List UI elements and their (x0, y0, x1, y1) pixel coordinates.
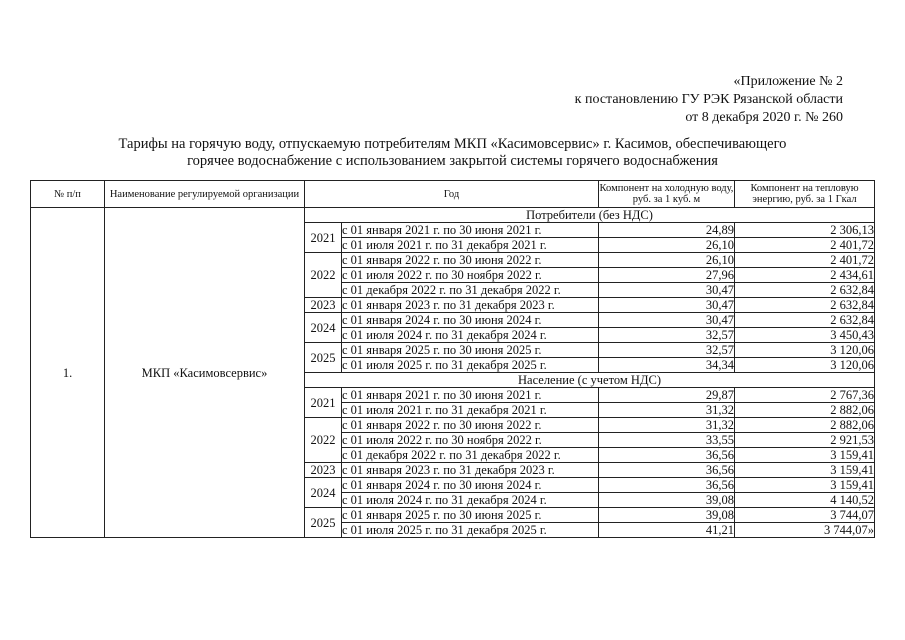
col-header-num: № п/п (31, 181, 105, 208)
title-line-1: Тарифы на горячую воду, отпускаемую потребителям МКП «Касимовсервис» г. Касимов, обеспечивающего (118, 136, 787, 152)
heat-energy-cell: 3 120,06 (735, 343, 875, 358)
period-cell: с 01 декабря 2022 г. по 31 декабря 2022 г. (342, 448, 599, 463)
appendix-number: «Приложение № 2 (733, 74, 843, 89)
cold-water-cell: 31,32 (599, 418, 735, 433)
section-row (31, 208, 875, 223)
year-cell: 2024 (305, 478, 342, 508)
period-cell: с 01 января 2021 г. по 30 июня 2021 г. (342, 223, 599, 238)
col-header-year: Год (305, 181, 599, 208)
heat-energy-cell: 2 401,72 (735, 253, 875, 268)
year-cell: 2023 (305, 298, 342, 313)
heat-energy-cell: 2 882,06 (735, 418, 875, 433)
row-number-cell: 1. (31, 208, 105, 538)
heat-energy-cell: 3 744,07 (735, 508, 875, 523)
cold-water-cell: 41,21 (599, 523, 735, 538)
cold-water-cell: 30,47 (599, 313, 735, 328)
period-cell: с 01 июля 2024 г. по 31 декабря 2024 г. (342, 328, 599, 343)
period-cell: с 01 июля 2024 г. по 31 декабря 2024 г. (342, 493, 599, 508)
period-cell: с 01 июля 2021 г. по 31 декабря 2021 г. (342, 403, 599, 418)
year-cell: 2025 (305, 508, 342, 538)
table-body (31, 208, 875, 538)
heat-energy-cell: 2 632,84 (735, 313, 875, 328)
heat-energy-cell: 2 921,53 (735, 433, 875, 448)
organization-cell: МКП «Касимовсервис» (105, 208, 305, 538)
period-cell: с 01 июля 2025 г. по 31 декабря 2025 г. (342, 523, 599, 538)
cold-water-cell: 30,47 (599, 283, 735, 298)
period-cell: с 01 января 2023 г. по 31 декабря 2023 г. (342, 463, 599, 478)
appendix-date: от 8 декабря 2020 г. № 260 (685, 110, 843, 125)
appendix-resolution: к постановлению ГУ РЭК Рязанской области (574, 92, 843, 107)
heat-energy-cell: 2 632,84 (735, 298, 875, 313)
year-cell: 2021 (305, 388, 342, 418)
cold-water-cell: 36,56 (599, 463, 735, 478)
period-cell: с 01 июля 2025 г. по 31 декабря 2025 г. (342, 358, 599, 373)
heat-energy-cell: 3 159,41 (735, 463, 875, 478)
cold-water-cell: 24,89 (599, 223, 735, 238)
period-cell: с 01 января 2024 г. по 30 июня 2024 г. (342, 478, 599, 493)
cold-water-cell: 26,10 (599, 238, 735, 253)
period-cell: с 01 июля 2021 г. по 31 декабря 2021 г. (342, 238, 599, 253)
title-line-2: горячее водоснабжение с использованием закрытой системы горячего водоснабжения (187, 153, 718, 169)
section-title: Население (с учетом НДС) (305, 373, 875, 388)
cold-water-cell: 36,56 (599, 478, 735, 493)
tariff-table (30, 180, 875, 538)
cold-water-cell: 34,34 (599, 358, 735, 373)
cold-water-cell: 39,08 (599, 493, 735, 508)
cold-water-cell: 29,87 (599, 388, 735, 403)
cold-water-cell: 39,08 (599, 508, 735, 523)
cold-water-cell: 36,56 (599, 448, 735, 463)
heat-energy-cell: 2 632,84 (735, 283, 875, 298)
heat-energy-cell: 3 744,07» (735, 523, 875, 538)
period-cell: с 01 июля 2022 г. по 30 ноября 2022 г. (342, 268, 599, 283)
heat-energy-cell: 2 882,06 (735, 403, 875, 418)
cold-water-cell: 30,47 (599, 298, 735, 313)
heat-energy-cell: 2 401,72 (735, 238, 875, 253)
year-cell: 2023 (305, 463, 342, 478)
year-cell: 2024 (305, 313, 342, 343)
appendix-header (575, 73, 843, 127)
col-header-org: Наименование регулируемой организации (105, 181, 305, 208)
period-cell: с 01 января 2025 г. по 30 июня 2025 г. (342, 343, 599, 358)
heat-energy-cell: 4 140,52 (735, 493, 875, 508)
heat-energy-cell: 2 767,36 (735, 388, 875, 403)
period-cell: с 01 января 2022 г. по 30 июня 2022 г. (342, 253, 599, 268)
heat-energy-cell: 3 450,43 (735, 328, 875, 343)
document-title (0, 136, 905, 170)
section-title: Потребители (без НДС) (305, 208, 875, 223)
heat-energy-cell: 3 120,06 (735, 358, 875, 373)
col-header-cold: Компонент на холодную воду, руб. за 1 куб. м (599, 181, 735, 208)
heat-energy-cell: 3 159,41 (735, 448, 875, 463)
cold-water-cell: 26,10 (599, 253, 735, 268)
heat-energy-cell: 3 159,41 (735, 478, 875, 493)
col-header-heat: Компонент на тепловую энергию, руб. за 1 Гкал (735, 181, 875, 208)
table-header-row (31, 181, 875, 208)
cold-water-cell: 27,96 (599, 268, 735, 283)
period-cell: с 01 января 2022 г. по 30 июня 2022 г. (342, 418, 599, 433)
period-cell: с 01 января 2023 г. по 31 декабря 2023 г. (342, 298, 599, 313)
cold-water-cell: 31,32 (599, 403, 735, 418)
period-cell: с 01 января 2021 г. по 30 июня 2021 г. (342, 388, 599, 403)
period-cell: с 01 января 2025 г. по 30 июня 2025 г. (342, 508, 599, 523)
cold-water-cell: 32,57 (599, 328, 735, 343)
cold-water-cell: 33,55 (599, 433, 735, 448)
cold-water-cell: 32,57 (599, 343, 735, 358)
heat-energy-cell: 2 434,61 (735, 268, 875, 283)
heat-energy-cell: 2 306,13 (735, 223, 875, 238)
period-cell: с 01 июля 2022 г. по 30 ноября 2022 г. (342, 433, 599, 448)
year-cell: 2021 (305, 223, 342, 253)
year-cell: 2022 (305, 418, 342, 463)
period-cell: с 01 января 2024 г. по 30 июня 2024 г. (342, 313, 599, 328)
year-cell: 2025 (305, 343, 342, 373)
year-cell: 2022 (305, 253, 342, 298)
period-cell: с 01 декабря 2022 г. по 31 декабря 2022 г. (342, 283, 599, 298)
